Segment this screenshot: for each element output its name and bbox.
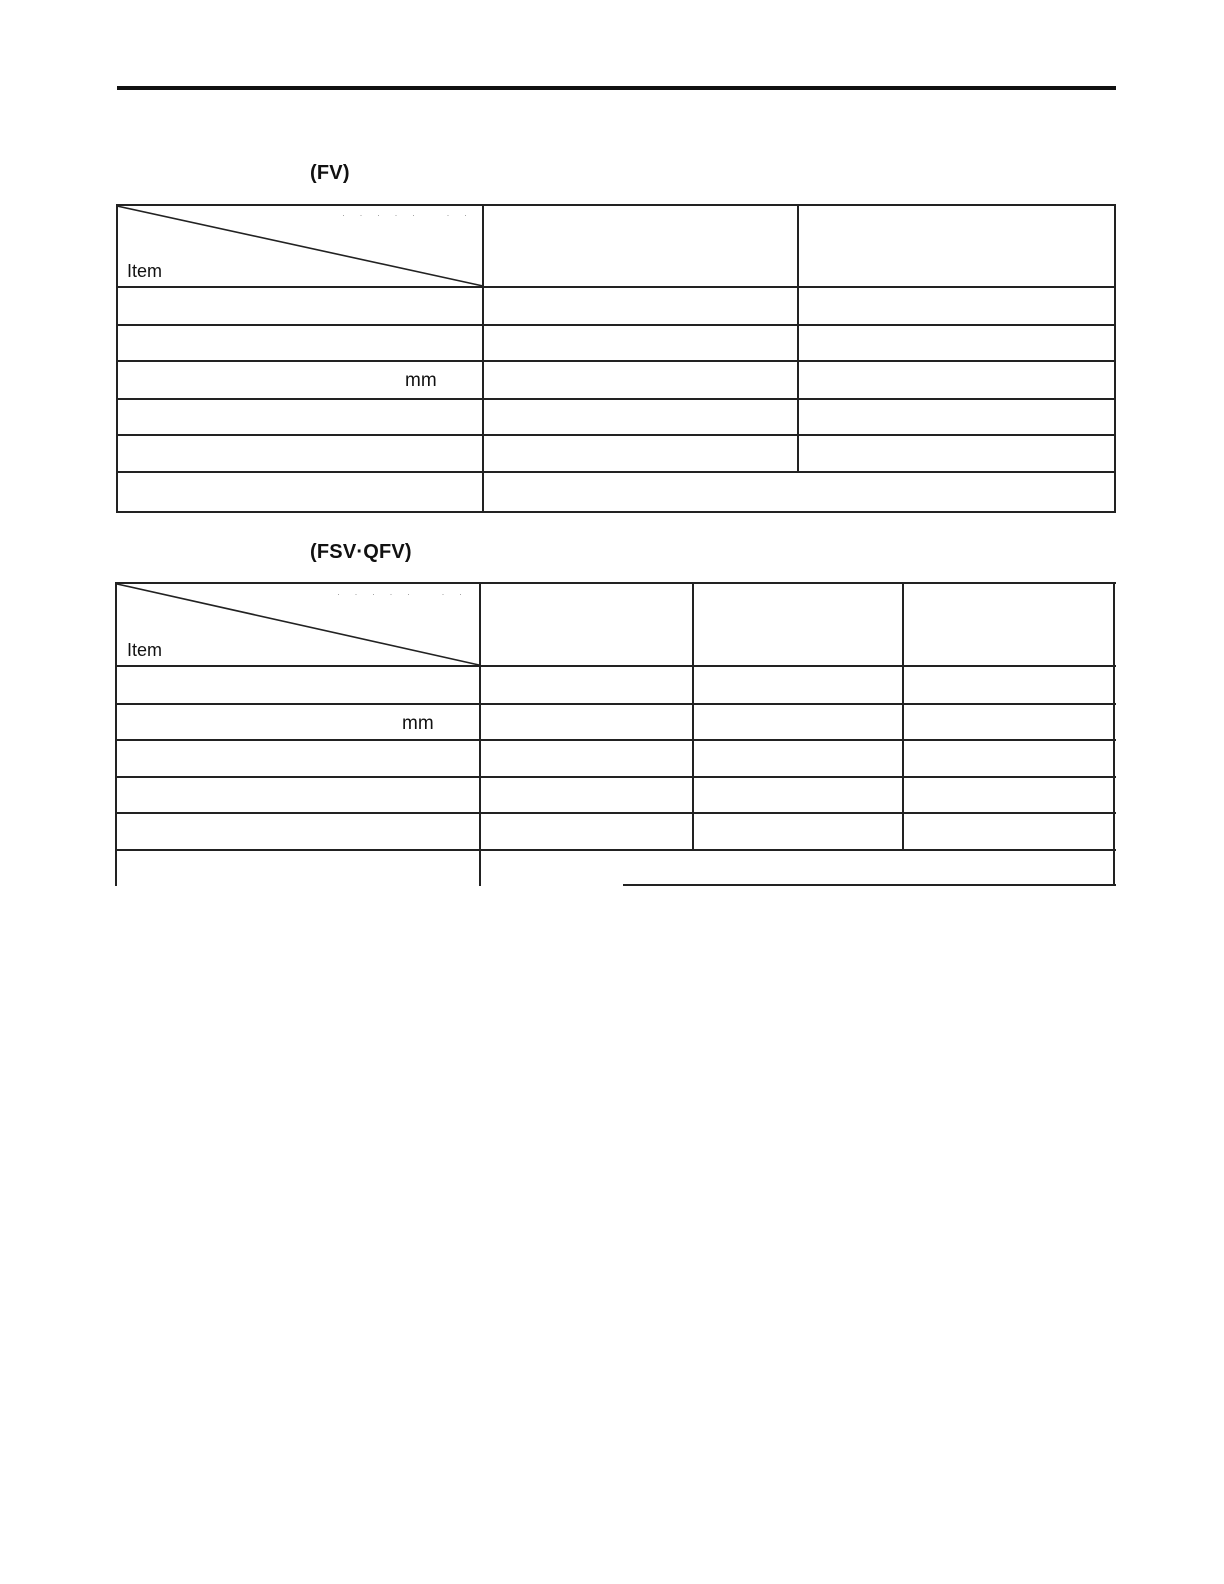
table1-header-faint-marks: · · · · · · · — [342, 210, 473, 220]
table2-row-line — [117, 849, 1116, 851]
table2-unit-label: mm — [402, 713, 434, 734]
table1-row-line — [117, 324, 1116, 326]
table1-row-line — [117, 398, 1116, 400]
table2-border-bottom — [623, 884, 1116, 886]
top-rule — [117, 86, 1116, 90]
table2-header-faint-marks: · · · · · · · — [337, 589, 468, 599]
table2-row-line — [117, 776, 1116, 778]
table1-row-line — [117, 471, 1116, 473]
table2-title: (FSV·QFV) — [310, 541, 412, 563]
table2-col-line — [692, 582, 694, 850]
table1-unit-label: mm — [405, 370, 437, 391]
table1-col-line — [797, 204, 799, 472]
table1-border-right — [1114, 204, 1116, 513]
table2-row-line — [117, 812, 1116, 814]
table1-title: (FV) — [310, 162, 350, 184]
table1-item-label: Item — [127, 261, 163, 281]
table1-row-line — [117, 360, 1116, 362]
table1-row-line — [117, 434, 1116, 436]
table2-row-line — [117, 703, 1116, 705]
table2-item-label: Item — [127, 640, 163, 660]
table2-row-line — [117, 739, 1116, 741]
table2-col-line — [902, 582, 904, 850]
table2-border-right — [1113, 582, 1115, 886]
table1-border-bottom — [117, 511, 1116, 513]
